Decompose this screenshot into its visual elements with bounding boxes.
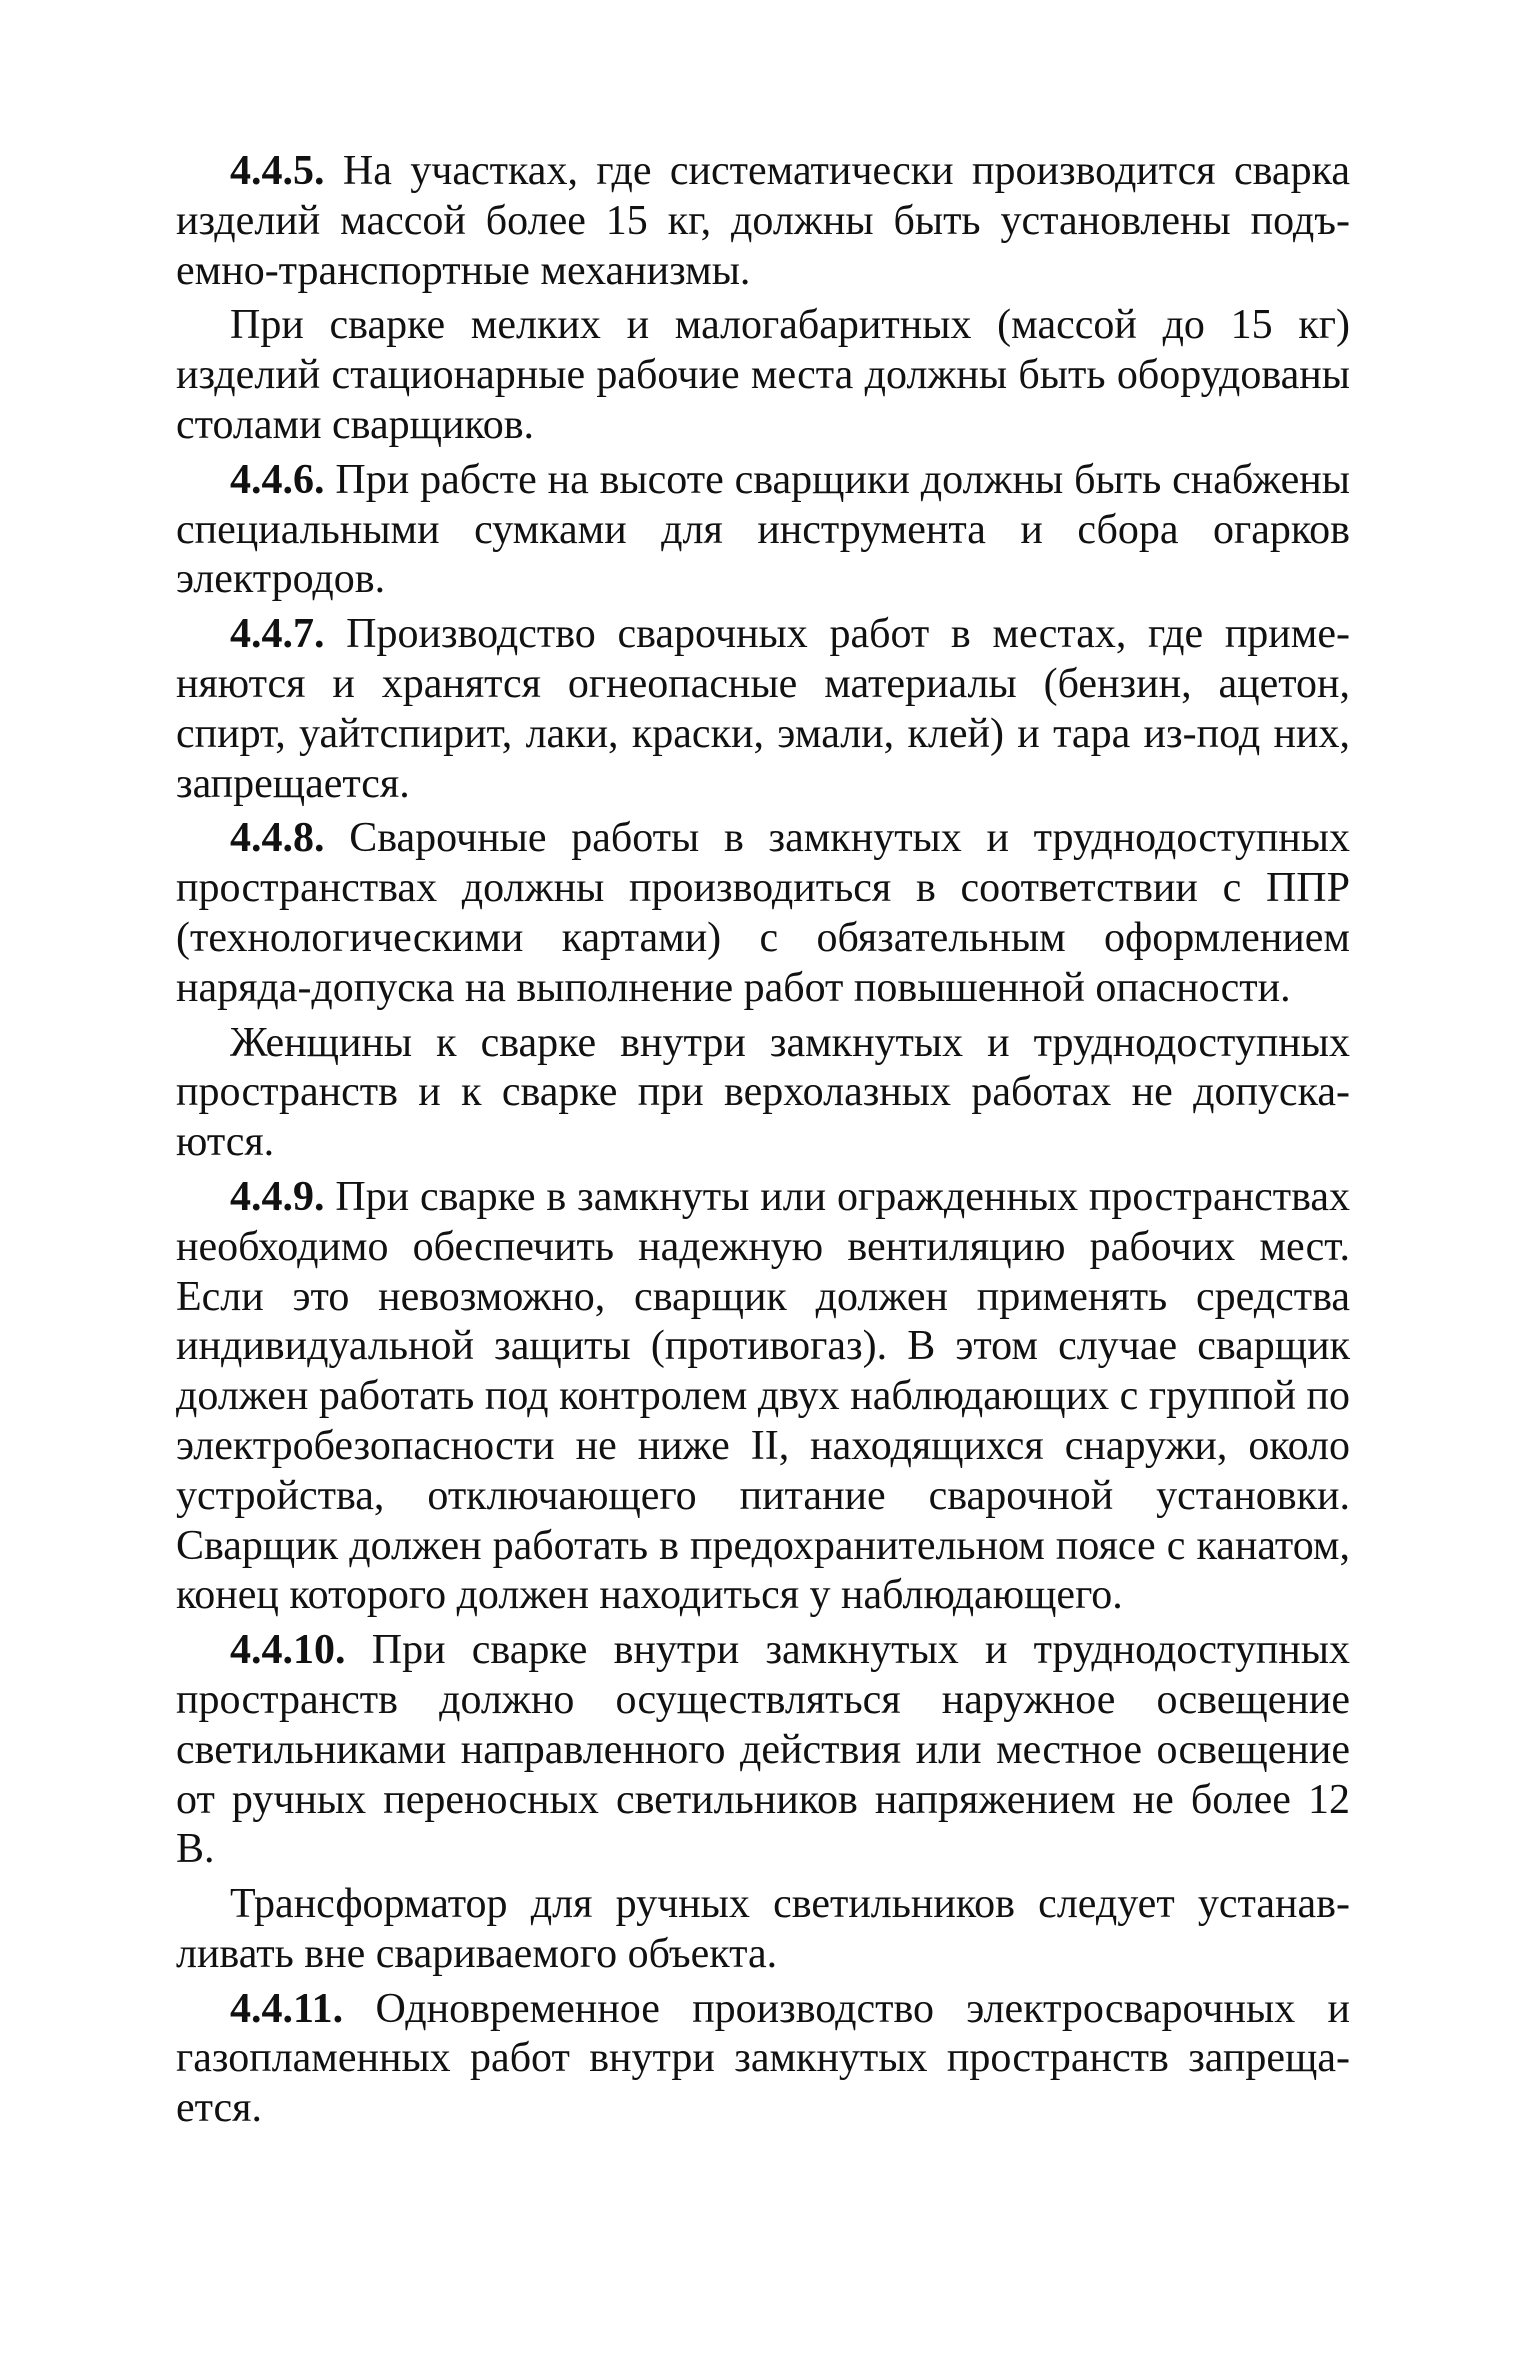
clause-text: Одновременное производство электросварочных и газопламенных работ внутри замкнутых пространств запрещается. xyxy=(176,1985,1350,2132)
clause-text: Женщины к сварке внутри замкнутых и труднодоступных пространств и к сварке при верхолазных работах не допускаются. xyxy=(176,1019,1350,1166)
clause-text: Трансформатор для ручных светильников следует устанавливать вне свариваемого объекта. xyxy=(176,1881,1350,1977)
clause-text: При сварке в замкнуты или огражденных пространствах необходимо обеспечить надежную вентиляцию рабочих мест. Если это невозможно, сварщик должен применять средства индивидуальной защиты (противогаз). В этом случае сварщик должен работать под контролем двух наблюдающих с группой по электробезопасности не ниже II, находящихся снаружи, около устройства, отключающего питание сварочной установки. Сварщик должен работать в предохранительном поясе с канатом, конец которого должен находиться у наблюдающего. xyxy=(176,1173,1350,1619)
paragraph-4-4-9 xyxy=(176,1173,1350,1621)
clause-number: 4.4.8. xyxy=(230,815,325,862)
paragraph-4-4-8-cont xyxy=(176,1019,1350,1168)
document-page xyxy=(176,147,1350,2134)
clause-number: 4.4.11. xyxy=(230,1985,344,2032)
paragraph-4-4-8 xyxy=(176,814,1350,1013)
paragraph-4-4-10-cont xyxy=(176,1880,1350,1980)
clause-text: На участках, где систематически производится сварка изделий массой более 15 кг, должны быть установлены подъемно-транспортные механизмы. xyxy=(176,148,1350,294)
clause-number: 4.4.5. xyxy=(230,148,325,194)
paragraph-4-4-6 xyxy=(176,456,1350,605)
clause-text: При рабсте на высоте сварщики должны быть снабжены специальными сумками для инструмента и сбора огарков электродов. xyxy=(176,456,1350,603)
paragraph-4-4-10 xyxy=(176,1626,1350,1875)
clause-number: 4.4.6. xyxy=(230,456,325,503)
clause-text: Сварочные работы в замкнутых и труднодоступных пространствах должны производиться в соответствии с ППР (технологическими картами) с обязательным оформлением наряда-допуска на выполнение работ повышенной опасности. xyxy=(176,815,1350,1011)
clause-text: При сварке внутри замкнутых и труднодоступных пространств должно осуществляться наружное освещение светильниками направленного действия или местное освещение от ручных переносных светильников напряжением не более 12 В. xyxy=(176,1627,1350,1873)
paragraph-4-4-11 xyxy=(176,1985,1350,2134)
clause-number: 4.4.7. xyxy=(230,611,325,658)
clause-text: При сварке мелких и малогабаритных (массой до 15 кг) изделий стационарные рабочие места должны быть оборудованы столами сварщиков. xyxy=(176,302,1350,448)
clause-number: 4.4.10. xyxy=(230,1627,346,1674)
paragraph-4-4-7 xyxy=(176,610,1350,809)
paragraph-4-4-5 xyxy=(176,147,1350,296)
clause-text: Производство сварочных работ в местах, где применяются и хранятся огнеопасные материалы (бензин, ацетон, спирт, уайтспирит, лаки, краски, эмали, клей) и тара из-под них, запрещается. xyxy=(176,611,1350,807)
clause-number: 4.4.9. xyxy=(230,1173,325,1220)
paragraph-4-4-5-cont xyxy=(176,301,1350,450)
